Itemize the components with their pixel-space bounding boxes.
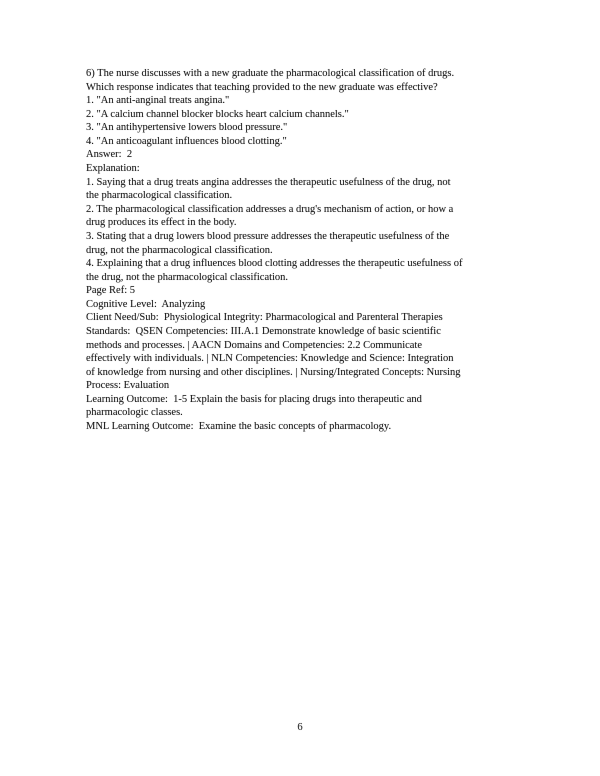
metadata-line-page-ref: Page Ref: 5 [86, 285, 135, 297]
metadata-line-standards: Process: Evaluation [86, 380, 170, 392]
explanation-line: 1. Saying that a drug treats angina addresses the therapeutic usefulness of the drug, not [86, 176, 451, 188]
explanation-line: 2. The pharmacological classification addresses a drug's mechanism of action, or how a [86, 203, 454, 215]
metadata-line-client-need: Client Need/Sub: Physiological Integrity: Pharmacological and Parenteral Therapies [86, 312, 443, 324]
question-stem [86, 67, 526, 94]
answer-option: 2. "A calcium channel blocker blocks heart calcium channels." [86, 108, 349, 120]
question-stem-line: Which response indicates that teaching provided to the new graduate was effective? [86, 81, 438, 93]
metadata-line-standards: Standards: QSEN Competencies: III.A.1 Demonstrate knowledge of basic scientific [86, 325, 441, 337]
metadata-line-mnl-learning-outcome: MNL Learning Outcome: Examine the basic concepts of pharmacology. [86, 421, 392, 433]
document-content [86, 67, 526, 434]
explanation-section [86, 162, 526, 284]
explanation-line: drug, not the pharmacological classification. [86, 244, 273, 256]
answer-option: 3. "An antihypertensive lowers blood pressure." [86, 122, 288, 134]
explanation-line: 3. Stating that a drug lowers blood pressure addresses the therapeutic usefulness of the [86, 230, 450, 242]
explanation-line: the drug, not the pharmacological classification. [86, 271, 289, 283]
metadata-line-standards: effectively with individuals. | NLN Competencies: Knowledge and Science: Integration [86, 353, 454, 365]
answer-line: Answer: 2 [86, 149, 133, 161]
metadata-line-learning-outcome: pharmacologic classes. [86, 407, 183, 419]
explanation-line: the pharmacological classification. [86, 190, 233, 202]
question-stem-line: 6) The nurse discusses with a new graduate the pharmacological classification of drugs. [86, 68, 455, 79]
answer-option: 4. "An anticoagulant influences blood clotting." [86, 135, 287, 147]
explanation-heading: Explanation: [86, 163, 140, 175]
metadata-line-cognitive-level: Cognitive Level: Analyzing [86, 298, 206, 310]
metadata-line-standards: methods and processes. | AACN Domains and Competencies: 2.2 Communicate [86, 339, 423, 351]
answer-options [86, 94, 526, 148]
page-number: 6 [297, 722, 303, 733]
metadata-line-learning-outcome: Learning Outcome: 1-5 Explain the basis for placing drugs into therapeutic and [86, 393, 422, 405]
metadata-line-standards: of knowledge from nursing and other disciplines. | Nursing/Integrated Concepts: Nursing [86, 366, 461, 378]
metadata-section [86, 284, 526, 433]
explanation-line: drug produces its effect in the body. [86, 217, 237, 229]
explanation-line: 4. Explaining that a drug influences blood clotting addresses the therapeutic usefulness of [86, 258, 463, 270]
answer-option: 1. "An anti-anginal treats angina." [86, 95, 230, 107]
